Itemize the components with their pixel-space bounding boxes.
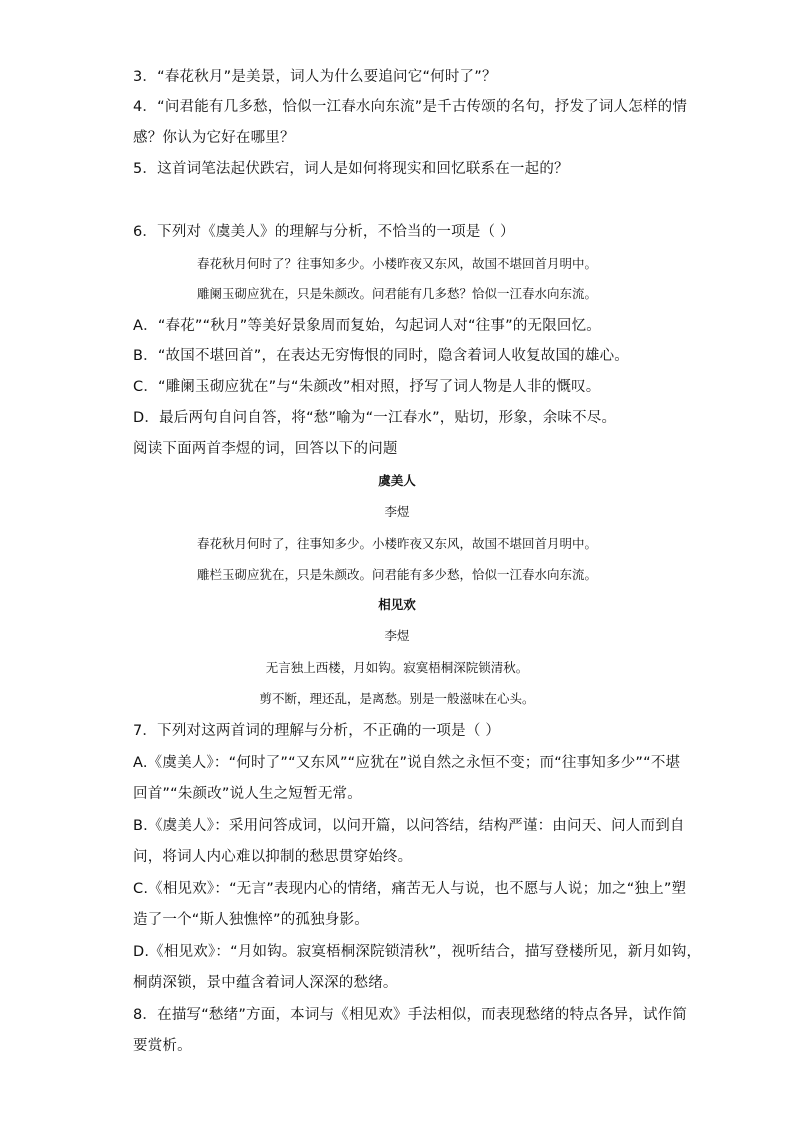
poem-2-line-2: 剪不断，理还乱，是离愁。别是一般滋味在心头。 (259, 691, 535, 706)
question-6-option-b: B．“故国不堪回首”，在表达无穷悔恨的同时，隐含着词人收复故国的雄心。 (133, 348, 629, 364)
question-7-option-c-line-1: C.《相见欢》：“无言”表现内心的情绪，痛苦无人与说，也不愿与人说；加之“独上”塑 (133, 881, 687, 897)
question-6-poem-line-1: 春花秋月何时了？往事知多少。小楼昨夜又东风，故国不堪回首月明中。 (196, 256, 597, 271)
poem-1-line-2: 雕栏玉砌应犹在，只是朱颜改。问君能有多少愁，恰似一江春水向东流。 (196, 567, 597, 582)
question-6-poem-line-2: 雕阑玉砌应犹在，只是朱颜改。问君能有几多愁？恰似一江春水向东流。 (196, 286, 597, 301)
question-4-line-2: 感？你认为它好在哪里？ (133, 130, 295, 146)
question-6-stem: 6．下列对《虞美人》的理解与分析，不恰当的一项是（ ） (133, 224, 515, 240)
question-4-line-1: 4．“问君能有几多愁，恰似一江春水向东流”是千古传颂的名句，抒发了词人怎样的情 (133, 99, 688, 115)
question-6-option-d: D．最后两句自问自答，将“愁”喻为“一江春水”，贴切，形象，余味不尽。 (133, 410, 617, 426)
question-3: 3．“春花秋月”是美景，词人为什么要追问它“何时了”？ (133, 69, 497, 85)
question-7-stem: 7．下列对这两首词的理解与分析，不正确的一项是（ ） (133, 723, 501, 739)
question-7-option-a-line-1: A.《虞美人》：“何时了”“又东风”“应犹在”说自然之永恒不变；而“往事知多少”“不堪 (133, 755, 681, 771)
question-7-option-c-line-2: 造了一个“斯人独憔悴”的孤独身影。 (133, 912, 369, 928)
question-5: 5．这首词笔法起伏跌宕，词人是如何将现实和回忆联系在一起的？ (133, 161, 569, 177)
poem-1-title: 虞美人 (378, 473, 416, 488)
poem-1-line-1: 春花秋月何时了，往事知多少。小楼昨夜又东风，故国不堪回首月明中。 (196, 536, 597, 551)
question-6-option-a: A．“春花”“秋月”等美好景象周而复始，勾起词人对“往事”的无限回忆。 (133, 318, 601, 334)
poem-1-author: 李煜 (384, 504, 410, 519)
question-7-option-d-line-2: 桐荫深锁，景中蕴含着词人深深的愁绪。 (133, 975, 398, 991)
question-8-line-1: 8．在描写“愁绪”方面，本词与《相见欢》手法相似，而表现愁绪的特点各异，试作简 (133, 1007, 688, 1023)
poem-2-title: 相见欢 (378, 597, 416, 612)
question-6-option-c: C．“雕阑玉砌应犹在”与“朱颜改”相对照，抒写了词人物是人非的慨叹。 (133, 379, 601, 395)
question-8-line-2: 要赏析。 (133, 1038, 192, 1054)
question-7-option-a-line-2: 回首”“朱颜改”说人生之短暂无常。 (133, 786, 362, 802)
reading-intro: 阅读下面两首李煜的词，回答以下的问题 (133, 441, 398, 457)
question-7-option-b-line-2: 问，将词人内心难以抑制的愁思贯穿始终。 (133, 849, 413, 865)
question-7-option-d-line-1: D.《相见欢》：“月如钩。寂寞梧桐深院锁清秋”，视听结合，描写登楼所见，新月如钩， (133, 944, 702, 960)
poem-2-author: 李煜 (384, 628, 410, 643)
question-7-option-b-line-1: B.《虞美人》：采用问答成词，以问开篇，以问答结，结构严谨：由问天、问人而到自 (133, 818, 685, 834)
poem-2-line-1: 无言独上西楼，月如钩。寂寞梧桐深院锁清秋。 (265, 660, 529, 675)
